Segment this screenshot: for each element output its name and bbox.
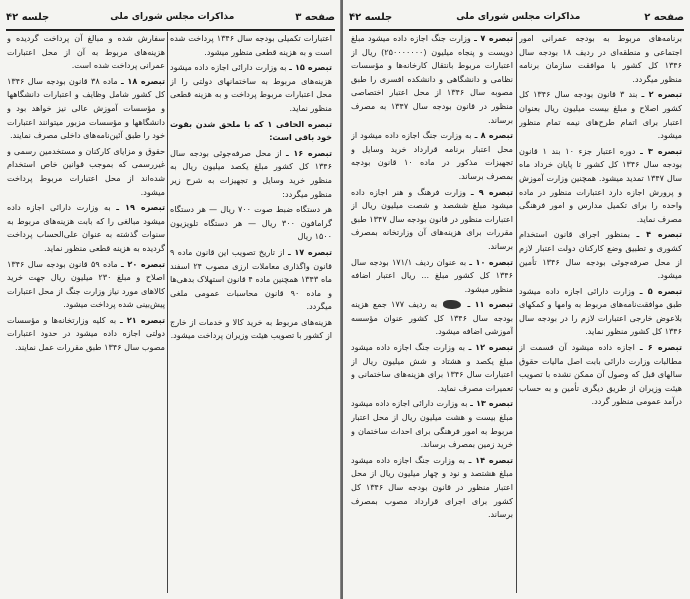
paragraph: تبصره ۱۷ ـ از تاریخ تصویب این قانون ماده ۹ قانون واگذاری معاملات ارزی مصوب ۲۴ اسفند ماه ۱۳۴۳ همچنین ماده ۴ قانون استهلاک بدهی‌ها و ماده ۹۰ قانون محاسبات عمومی ملغی میگردد. (170, 246, 332, 312)
paragraph: هر دستگاه ضبط صوت ۷۰۰ ریال — هر دستگاه گرامافون ۳۰۰ ریال — هر دستگاه تلویزیون ۱۵۰۰ ریال (170, 204, 332, 242)
paragraph: تبصره ۱۱ ـ به ردیف ۱۷۷ جمع هزینه بودجه سال ۱۳۴۶ کل کشور عنوان مؤسسه آموزشی اضافه میشود. (351, 299, 513, 337)
left-page-header (6, 5, 335, 31)
right-header-title: مذاکرات مجلس شورای ملی (456, 12, 581, 22)
paragraph: حقوق و مزایای کارکنان و مستخدمین رسمی و غیررسمی که بموجب قوانین خاص استخدام شده‌اند از محل اعتبارات مربوط پرداخت میشود. (7, 145, 165, 197)
left-header-session: جلسه ۴۲ (6, 11, 50, 23)
right-header-page-number: صفحه ۲ (644, 11, 684, 23)
paragraph: تبصره ۲ ـ بند ۳ قانون بودجه سال ۱۳۴۶ کل کشور اصلاح و مبلغ بیست میلیون ریال بعنوان اعتبار برای اتمام طرح‌های نیمه تمام منظور میشود. (519, 89, 682, 141)
paragraph: هزینه‌های مربوط به خرید کالا و خدمات از خارج از کشور با تصویب هیئت وزیران پرداخت میشود. (170, 316, 332, 341)
paragraph: برنامه‌های مربوط به بودجه عمرانی امور اجتماعی و منطقه‌ای در ردیف ۱۸ بودجه سال ۱۳۴۶ کل کشور با موافقت سازمان برنامه منظور میگردد. (519, 33, 682, 84)
left-page (0, 0, 341, 599)
paragraph: تبصره ۹ ـ وزارت فرهنگ و هنر اجازه داده میشود مبلغ ششصد و شصت میلیون ریال از اعتبارات منظور در قانون بودجه سال ۱۳۴۷ طبق مقررات برای هزینه‌های آن وزارتخانه بمصرف برساند. (351, 186, 513, 251)
paragraph: تبصره ۲۰ ـ ماده ۵۹ قانون بودجه سال ۱۳۴۶ اصلاح و مبلغ ۲۳۰ میلیون ریال جهت خرید کالاهای مورد نیاز وزارت جنگ از محل اعتبارات پیش‌بینی شده پرداخت میشود. (7, 258, 165, 310)
paragraph: تبصره ۱۳ ـ به وزارت دارائی اجازه داده میشود مبلغ بیست و هشت میلیون ریال از محل اعتبار مربوط به امور فرهنگی برای احداث ساختمان و خرید زمین بمصرف برساند. (351, 398, 513, 450)
ink-blot-mark (443, 300, 461, 309)
paragraph: اعتبارات تکمیلی بودجه سال ۱۳۴۶ پرداخت شده است و به هزینه قطعی منظور میشود. (170, 33, 332, 57)
paragraph: تبصره ۱۶ ـ از محل صرفه‌جوئی بودجه سال ۱۳۴۶ کل کشور مبلغ یکصد میلیون ریال به منظور خرید وسایل و تجهیزات به شرح زیر منظور میگردد: (170, 147, 332, 199)
right-page-header (349, 5, 684, 31)
left-header-title: مذاکرات مجلس شورای ملی (110, 12, 235, 22)
paragraph: تبصره ۱۰ ـ به عنوان ردیف ۱۷۱/۱ بودجه سال ۱۳۴۶ کل کشور مبلغ ... ریال اعتبار اضافه منظور میشود. (351, 256, 513, 294)
paragraph: تبصره ۲۱ ـ به کلیه وزارتخانه‌ها و مؤسسات دولتی اجازه داده میشود در حدود اعتبارات مصوب سال ۱۳۴۶ طبق مقررات عمل نمایند. (7, 314, 165, 353)
paragraph: تبصره ۱۵ ـ به وزارت دارائی اجازه داده میشود هزینه‌های مربوط به ساختمانهای دولتی را از محل اعتبارات مربوط پرداخت و به هزینه قطعی منظور نماید. (170, 62, 332, 113)
left-header-page-number: صفحه ۳ (295, 11, 335, 23)
paragraph: تبصره الحاقی ۱ که با ملحق شدن بقوت خود باقی است: (170, 118, 332, 143)
paragraph: تبصره ۱۴ ـ به وزارت جنگ اجازه داده میشود مبلغ هشتصد و نود و چهار میلیون ریال از محل اعتبار منظور در قانون بودجه سال ۱۳۴۶ کل کشور برای اجرای قرارداد مصوب بمصرف برساند. (351, 454, 513, 520)
right-page-column-right (519, 32, 682, 595)
paragraph: تبصره ۵ ـ وزارت دارائی اجازه داده میشود طبق موافقت‌نامه‌های مربوط به وامها و کمکهای بلاعوض خارجی اعتبارات لازم را در بودجه سال ۱۳۴۶ کل کشور منظور نماید. (519, 285, 682, 337)
paragraph: سفارش شده و مبالغ آن پرداخت گردیده و هزینه‌های مربوط به آن از محل اعتبارات عمرانی پرداخت شده است. (7, 33, 165, 71)
paragraph: تبصره ۸ ـ به وزارت جنگ اجازه داده میشود از محل اعتبار برنامه قرارداد خرید وسایل و تجهیزات مذکور در ماده ۱۰ قانون بودجه بمصرف برساند. (351, 130, 513, 181)
right-page (343, 0, 690, 599)
paragraph: تبصره ۴ ـ بمنظور اجرای قانون استخدام کشوری و تطبیق وضع کارکنان دولت اعتبار لازم از محل صرفه‌جوئی بودجه سال ۱۳۴۶ تأمین میشود. (519, 229, 682, 281)
paragraph: تبصره ۱۸ ـ ماده ۳۸ قانون بودجه سال ۱۳۴۶ کل کشور شامل وظایف و اعتبارات دانشگاهها و مؤسسات آموزش عالی نیز خواهد بود و دانشگاهها و مؤسسات مزبور میتوانند اعتبارات خود را طبق آئین‌نامه‌های داخلی مصرف نمایند. (7, 75, 165, 141)
paragraph: تبصره ۱۹ ـ به وزارت دارائی اجازه داده میشود مبالغی را که بابت هزینه‌های مربوط به سنوات گذشته به عنوان علی‌الحساب پرداخت گردیده به هزینه قطعی منظور نماید. (7, 202, 165, 253)
column-divider (167, 32, 168, 593)
right-header-session: جلسه ۴۲ (349, 11, 393, 23)
paragraph: تبصره ۷ ـ وزارت جنگ اجازه داده میشود مبلغ دویست و پنجاه میلیون (۲۵۰۰۰۰۰۰۰) ریال از اعتبارات مربوط بانتقال کارخانه‌ها و مؤسسات نظامی و دانشگاهی و دانشکده افسری را طبق مصوبه سال ۱۳۴۶ از محل اعتبار اختصاصی منظور در قانون بودجه سال ۱۳۴۷ به مصرف برساند. (351, 33, 513, 125)
column-divider (516, 32, 517, 593)
paragraph: تبصره ۶ ـ اجازه داده میشود آن قسمت از مطالبات وزارت دارائی بابت اصل مالیات حقوق سالهای قبل که وصول آن ممکن نشده با تصویب هیئت وزیران از طریق دیگری تأمین و به حساب درآمد عمومی منظور گردد. (519, 342, 682, 407)
left-page-column-right (170, 32, 332, 595)
right-page-column-left (351, 32, 513, 595)
paragraph: تبصره ۳ ـ دوره اعتبار جزء ۱۰ بند ۱ قانون بودجه سال ۱۳۴۶ کل کشور تا پایان خرداد ماه سال ۱۳۴۷ تمدید میشود. همچنین وزارت آموزش و پرورش اجازه دارد اعتبارات منظور در ماده واحده را برای تکمیل مدارس و امور فرهنگی مصرف نماید. (519, 145, 682, 224)
paragraph: تبصره ۱۲ ـ به وزارت جنگ اجازه داده میشود مبلغ یکصد و هشتاد و شش میلیون ریال از اعتبارات سال ۱۳۴۶ برای هزینه‌های ساختمانی و تعمیرات مصرف نماید. (351, 342, 513, 393)
left-page-column-left (7, 32, 165, 595)
